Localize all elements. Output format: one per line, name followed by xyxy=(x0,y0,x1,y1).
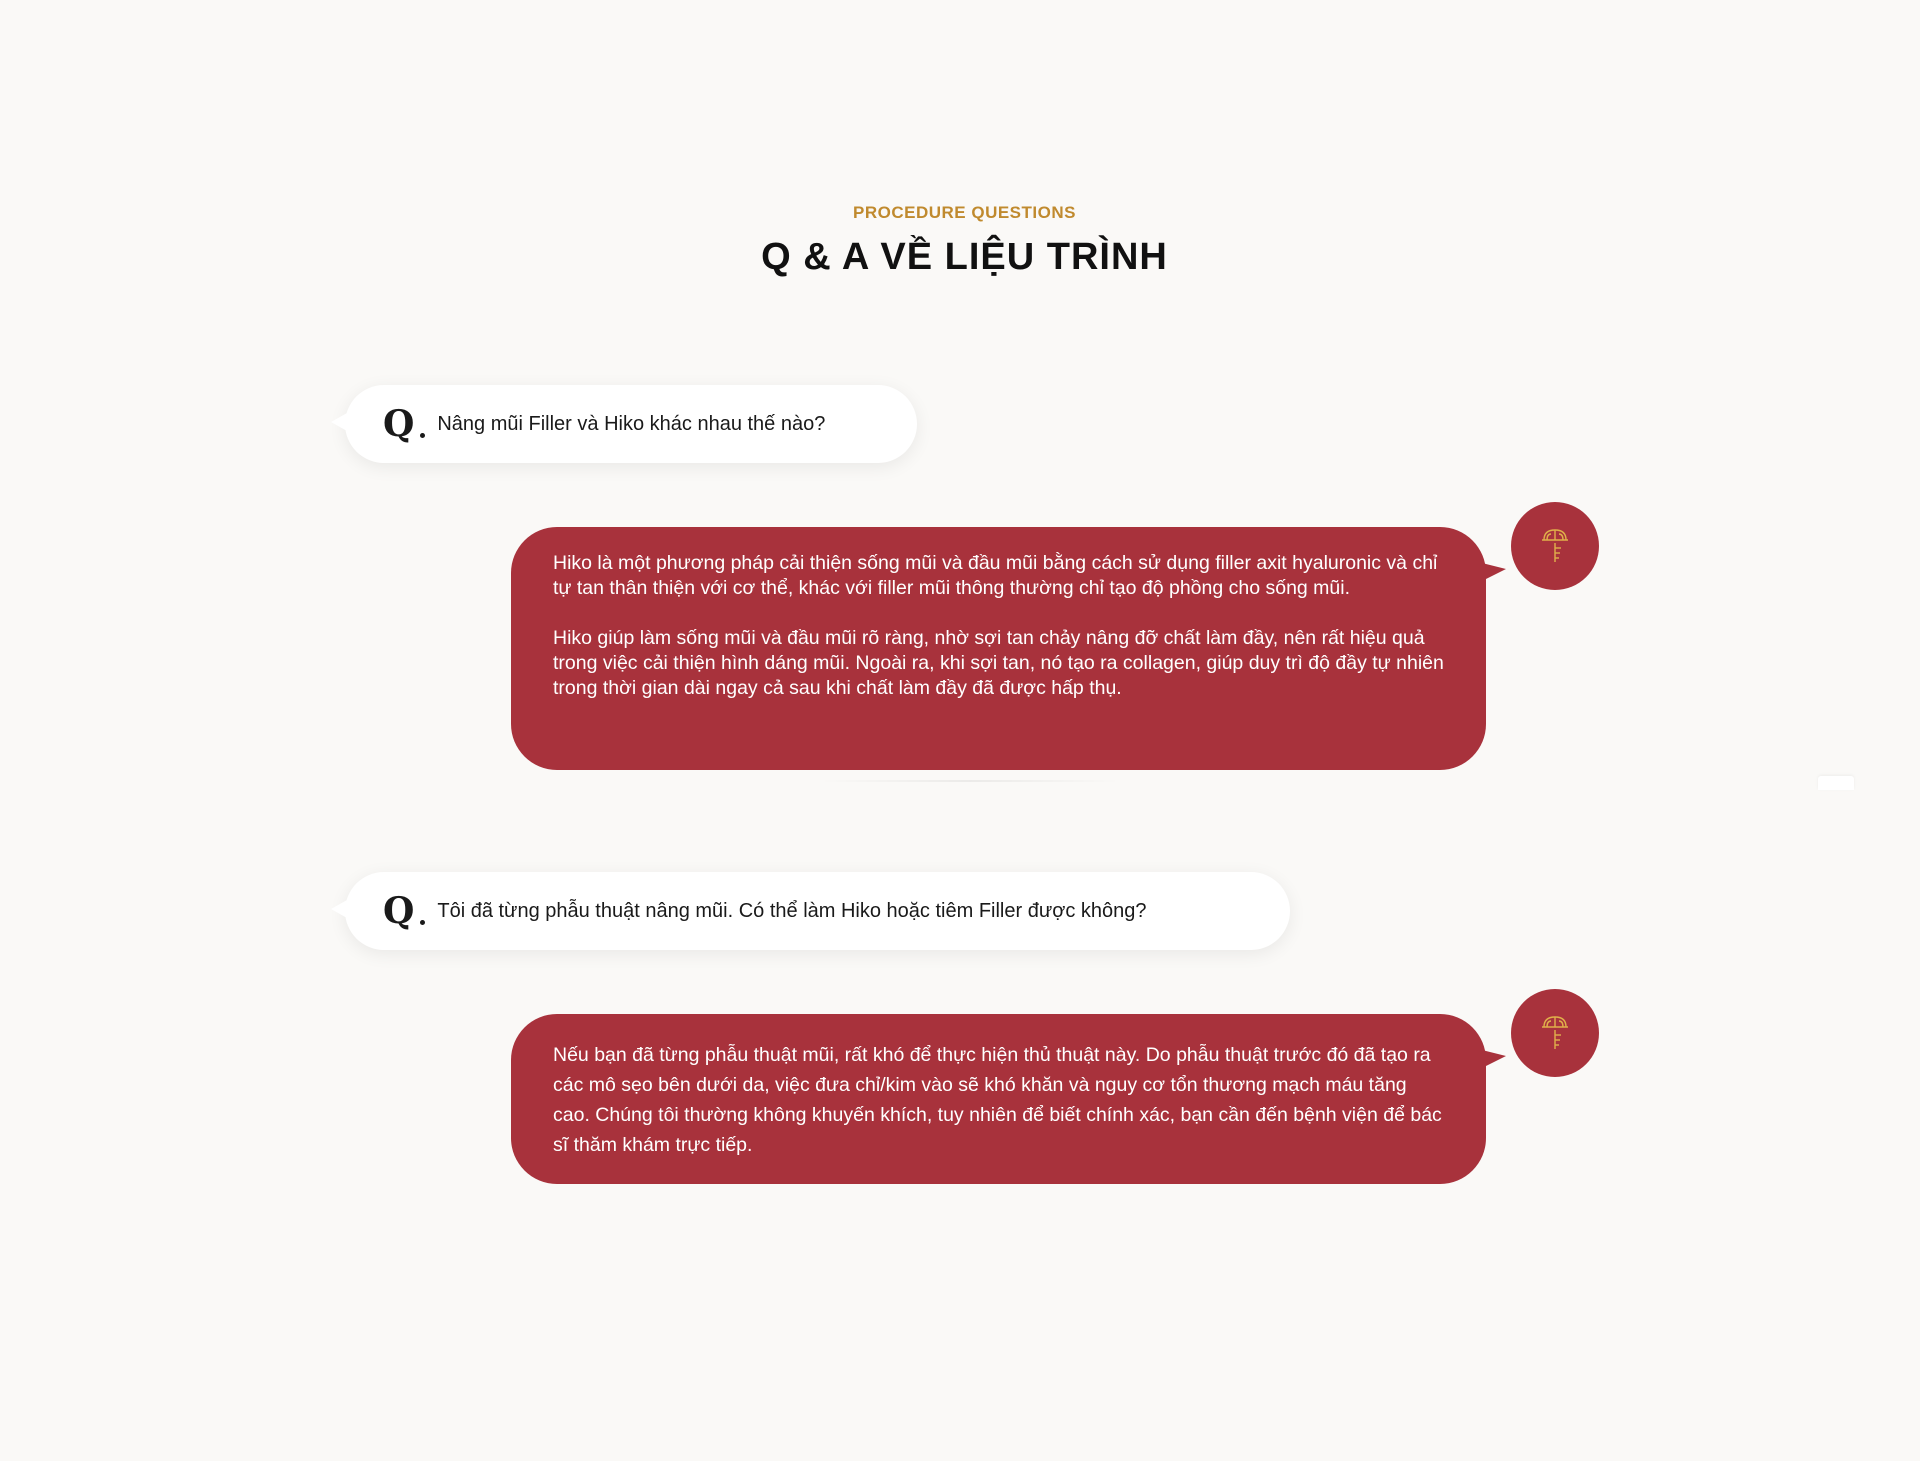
question-dot xyxy=(420,920,425,925)
question-text: Tôi đã từng phẫu thuật nâng mũi. Có thể làm Hiko hoặc tiêm Filler được không? xyxy=(437,899,1147,922)
answer-paragraph: Hiko là một phương pháp cải thiện sống mũi và đầu mũi bằng cách sử dụng filler axit hyaluronic và chỉ tự tan thân thiện với cơ thể, khác với filler mũi thông thường chỉ tạo độ phồng cho sống mũi. xyxy=(553,552,1438,599)
clinic-key-icon xyxy=(1538,526,1572,566)
side-tab[interactable] xyxy=(1818,776,1854,790)
clinic-key-icon xyxy=(1538,1013,1572,1053)
question-mark-icon: Q xyxy=(383,890,415,932)
answer-paragraph: Nếu bạn đã từng phẫu thuật mũi, rất khó để thực hiện thủ thuật này. Do phẫu thuật trước đó đã tạo ra các mô sẹo bên dưới da, việc đưa chỉ/kim vào sẽ khó khăn và nguy cơ tổn thương mạch máu tăng cao. Chúng tôi thường không khuyến khích, tuy nhiên để biết chính xác, bạn cần đến bệnh viện để bác sĩ thăm khám trực tiếp. xyxy=(553,1044,1442,1156)
section-title: Q & A VỀ LIỆU TRÌNH xyxy=(761,236,1168,278)
divider xyxy=(820,780,1120,782)
answer-bubble-2 xyxy=(511,1014,1486,1184)
question-text: Nâng mũi Filler và Hiko khác nhau thế nào? xyxy=(437,412,826,435)
section-eyebrow: PROCEDURE QUESTIONS xyxy=(853,203,1076,222)
question-bubble-2[interactable] xyxy=(345,872,1290,950)
question-mark-icon: Q xyxy=(383,403,415,445)
answer-paragraph: Hiko giúp làm sống mũi và đầu mũi rõ ràng, nhờ sợi tan chảy nâng đỡ chất làm đầy, nên rất hiệu quả trong việc cải thiện hình dáng mũi. Ngoài ra, khi sợi tan, nó tạo ra collagen, giúp duy trì độ đầy tự nhiên trong thời gian dài ngay cả sau khi chất làm đầy đã được hấp thụ. xyxy=(553,627,1444,699)
answer-bubble-1 xyxy=(511,527,1486,770)
question-dot xyxy=(420,433,425,438)
question-bubble-1[interactable] xyxy=(345,385,917,463)
avatar xyxy=(1511,502,1599,590)
avatar xyxy=(1511,989,1599,1077)
